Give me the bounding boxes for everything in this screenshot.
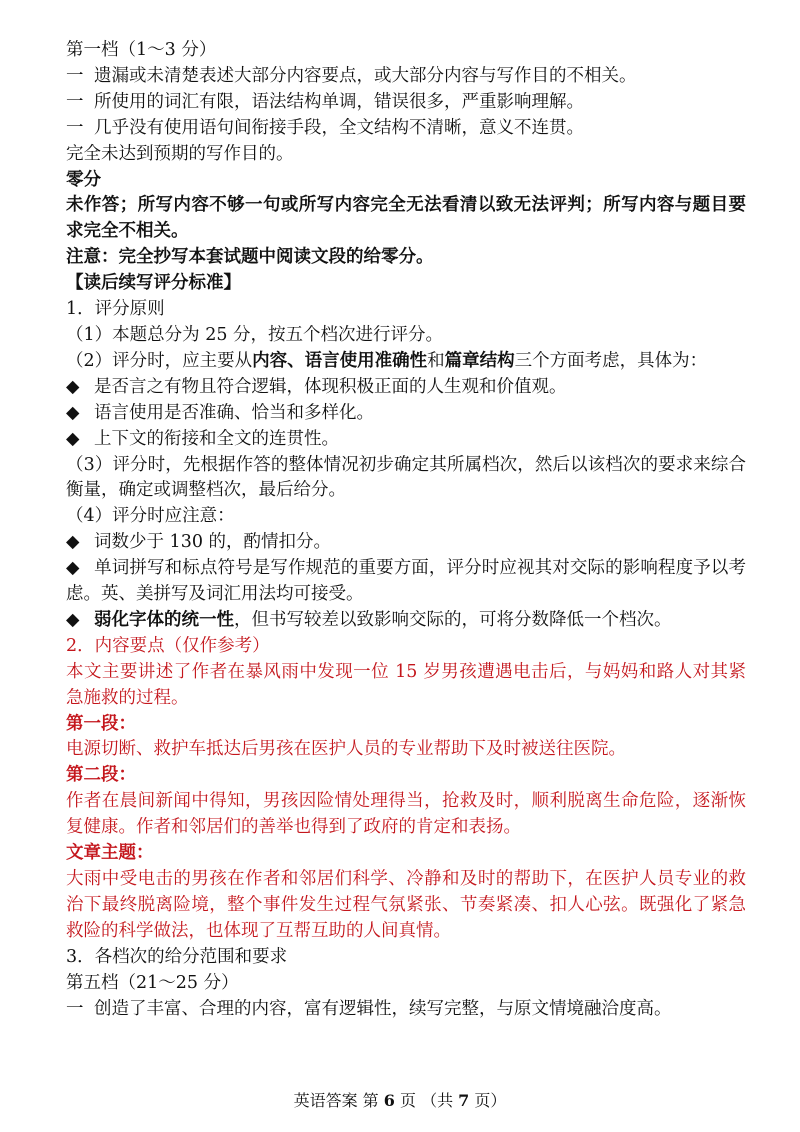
content-summary: 本文主要讲述了作者在暴风雨中发现一位 15 岁男孩遭遇电击后，与妈妈和路人对其紧急施救的过程。 — [66, 661, 746, 708]
theme-label: 文章主题： — [66, 843, 154, 864]
theme-text: 大雨中受电击的男孩在作者和邻居们科学、冷静和及时的帮助下，在医护人员专业的救治下最终脱离险境，整个事件发生过程气氛紧张、节奏紧凑、扣人心弦。既强化了紧急救险的科学做法，也体现了互帮互助的人间真情。 — [66, 869, 746, 941]
principles-title: 1．评分原则 — [66, 299, 165, 320]
scoring-note: ◆ 词数少于 130 的，酌情扣分。 — [66, 530, 746, 556]
paragraph-2-label: 第二段： — [66, 765, 136, 786]
diamond-bullet-icon: ◆ — [66, 558, 80, 579]
score-ranges-title: 3．各档次的给分范围和要求 — [66, 946, 288, 967]
principle-3: （3）评分时，先根据作答的整体情况初步确定其所属档次，然后以该档次的要求来综合衡量，确定或调整档次，最后给分。 — [66, 454, 746, 501]
criteria-bullet: ◆ 上下文的衔接和全文的连贯性。 — [66, 427, 746, 453]
tier5-title: 第五档（21～25 分） — [66, 972, 239, 993]
criteria-bullet: ◆ 语言使用是否准确、恰当和多样化。 — [66, 401, 746, 427]
zero-score-title: 零分 — [66, 169, 101, 190]
scoring-note: ◆ 单词拼写和标点符号是写作规范的重要方面，评分时应视其对交际的影响程度予以考虑。英、美拼写及词汇用法均可接受。 — [66, 558, 746, 605]
tier1-item: 一 所使用的词汇有限，语法结构单调，错误很多，严重影响理解。 — [66, 90, 746, 116]
principle-4-title: （4）评分时应注意： — [66, 506, 235, 527]
dash-marker: 一 — [66, 65, 84, 86]
scoring-note: ◆ 弱化字体的统一性，但书写较差以致影响交际的，可将分数降低一个档次。 — [66, 608, 746, 634]
page-number: 6 — [383, 1091, 395, 1110]
tier1-title: 第一档（1～3 分） — [66, 40, 217, 60]
tier5-item: 一 创造了丰富、合理的内容，富有逻辑性，续写完整，与原文情境融洽度高。 — [66, 997, 746, 1023]
dash-marker: 一 — [66, 91, 84, 112]
paragraph-1-label: 第一段： — [66, 713, 136, 734]
diamond-bullet-icon: ◆ — [66, 376, 80, 397]
content-points-title: 2．内容要点（仅作参考） — [66, 635, 270, 656]
diamond-bullet-icon: ◆ — [66, 428, 80, 449]
diamond-bullet-icon: ◆ — [66, 532, 80, 553]
tier1-conclusion: 完全未达到预期的写作目的。 — [66, 143, 294, 164]
dash-marker: 一 — [66, 117, 84, 138]
diamond-bullet-icon: ◆ — [66, 402, 80, 423]
paragraph-1-text: 电源切断、救护车抵达后男孩在医护人员的专业帮助下及时被送往医院。 — [66, 739, 626, 760]
zero-score-text: 未作答；所写内容不够一句或所写内容完全无法看清以致无法评判；所写内容与题目要求完全不相关。 — [66, 195, 746, 242]
continuation-heading: 【读后续写评分标准】 — [66, 273, 241, 294]
tier1-item: 一 几乎没有使用语句间衔接手段，全文结构不清晰，意义不连贯。 — [66, 116, 746, 142]
tier1-item: 一 遗漏或未清楚表述大部分内容要点，或大部分内容与写作目的不相关。 — [66, 64, 746, 90]
page-content — [66, 38, 746, 1022]
criteria-bullet: ◆ 是否言之有物且符合逻辑，体现积极正面的人生观和价值观。 — [66, 375, 746, 401]
zero-score-note: 注意：完全抄写本套试题中阅读文段的给零分。 — [66, 247, 434, 268]
principle-2: （2）评分时，应主要从内容、语言使用准确性和篇章结构三个方面考虑，具体为： — [66, 350, 708, 371]
dash-marker: 一 — [66, 998, 84, 1019]
total-pages: 7 — [458, 1091, 470, 1110]
paragraph-2-text: 作者在晨间新闻中得知，男孩因险情处理得当，抢救及时，顺利脱离生命危险，逐渐恢复健康。作者和邻居们的善举也得到了政府的肯定和表扬。 — [66, 791, 746, 838]
page-footer: 英语答案 第 6 页 （共 7 页） — [293, 1091, 507, 1110]
diamond-bullet-icon: ◆ — [66, 609, 80, 630]
principle-1: （1）本题总分为 25 分，按五个档次进行评分。 — [66, 324, 444, 345]
